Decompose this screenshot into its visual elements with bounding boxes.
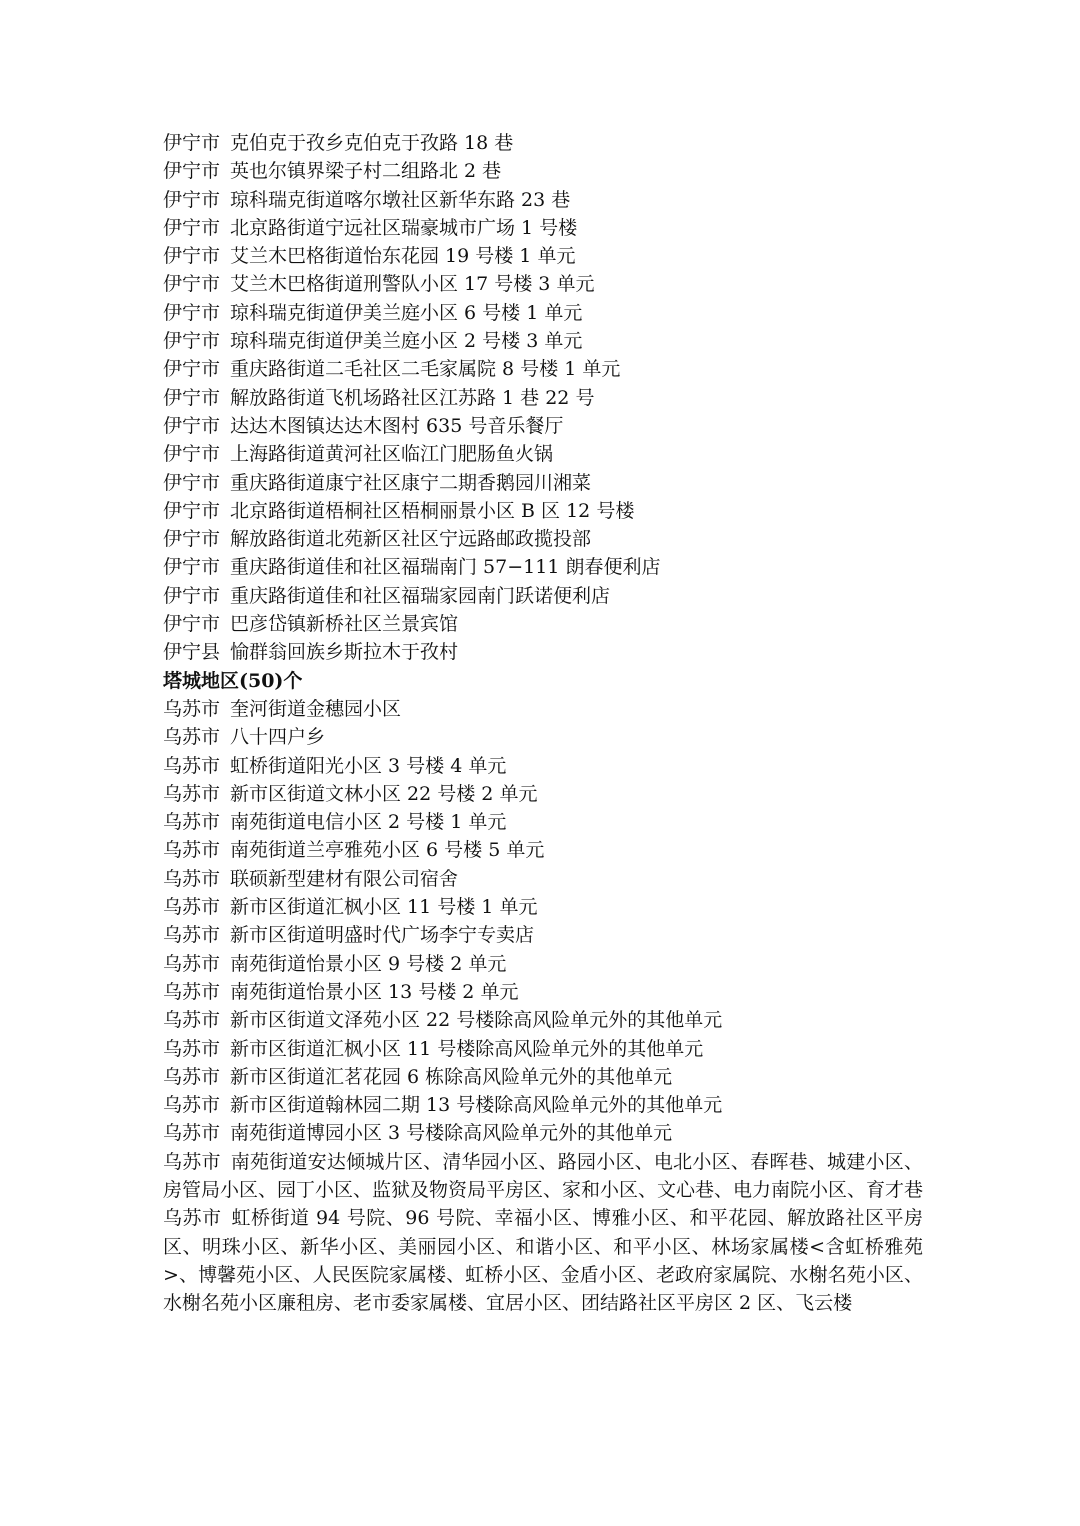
address-text: 南苑街道博园小区 3 号楼除高风险单元外的其他单元 xyxy=(230,1122,673,1145)
address-text: 南苑街道怡景小区 9 号楼 2 单元 xyxy=(230,952,507,975)
address-entry xyxy=(163,780,923,808)
address-text: 新市区街道文泽苑小区 22 号楼除高风险单元外的其他单元 xyxy=(230,1009,723,1032)
city-name: 乌苏市 xyxy=(163,1037,221,1060)
address-text: 重庆路街道二毛社区二毛家属院 8 号楼 1 单元 xyxy=(230,358,621,381)
address-entry xyxy=(163,582,923,610)
address-text: 南苑街道电信小区 2 号楼 1 单元 xyxy=(230,811,507,834)
city-name: 乌苏市 xyxy=(163,1009,221,1032)
document-page xyxy=(163,129,923,1317)
address-text: 新市区街道文林小区 22 号楼 2 单元 xyxy=(230,782,538,805)
city-name: 伊宁市 xyxy=(163,301,221,324)
city-name: 乌苏市 xyxy=(163,896,221,919)
address-entry xyxy=(163,638,923,666)
address-text: 新市区街道汇茗花园 6 栋除高风险单元外的其他单元 xyxy=(230,1065,673,1088)
city-name: 乌苏市 xyxy=(163,1065,221,1088)
address-text: 联硕新型建材有限公司宿舍 xyxy=(230,867,459,890)
address-entry xyxy=(163,355,923,383)
address-entry xyxy=(163,327,923,355)
city-name: 伊宁市 xyxy=(163,216,221,239)
address-text: 南苑街道怡景小区 13 号楼 2 单元 xyxy=(230,980,519,1003)
address-entry xyxy=(163,299,923,327)
address-entry xyxy=(163,752,923,780)
city-name: 伊宁市 xyxy=(163,613,221,636)
city-name: 乌苏市 xyxy=(163,1207,222,1230)
address-text: 新市区街道明盛时代广场李宁专卖店 xyxy=(230,924,535,947)
address-entry xyxy=(163,950,923,978)
address-entry xyxy=(163,129,923,157)
city-name: 伊宁市 xyxy=(163,556,221,579)
address-text: 新市区街道汇枫小区 11 号楼 1 单元 xyxy=(230,896,538,919)
address-entry xyxy=(163,893,923,921)
address-entry xyxy=(163,469,923,497)
city-name: 伊宁市 xyxy=(163,188,221,211)
address-text: 解放路街道北苑新区社区宁远路邮政揽投部 xyxy=(230,528,592,551)
city-name: 伊宁市 xyxy=(163,273,221,296)
address-text: 英也尔镇界梁子村二组路北 2 巷 xyxy=(230,160,502,183)
section-heading-tacheng: 塔城地区(50)个 xyxy=(163,669,303,692)
address-text: 新市区街道汇枫小区 11 号楼除高风险单元外的其他单元 xyxy=(230,1037,704,1060)
address-text: 愉群翁回族乡斯拉木于孜村 xyxy=(230,641,459,664)
address-text: 虹桥街道阳光小区 3 号楼 4 单元 xyxy=(230,754,507,777)
city-name: 乌苏市 xyxy=(163,811,221,834)
city-name: 伊宁县 xyxy=(163,641,221,664)
address-text: 达达木图镇达达木图村 635 号音乐餐厅 xyxy=(230,414,564,437)
address-entry xyxy=(163,978,923,1006)
city-name: 乌苏市 xyxy=(163,726,221,749)
city-name: 伊宁市 xyxy=(163,471,221,494)
city-name: 乌苏市 xyxy=(163,1094,221,1117)
address-text: 重庆路街道佳和社区福瑞南门 57−111 朗春便利店 xyxy=(230,556,661,579)
address-text: 艾兰木巴格街道刑警队小区 17 号楼 3 单元 xyxy=(230,273,595,296)
city-name: 伊宁市 xyxy=(163,358,221,381)
address-entry xyxy=(163,1119,923,1147)
city-name: 乌苏市 xyxy=(163,980,221,1003)
address-entry xyxy=(163,214,923,242)
address-text: 八十四户乡 xyxy=(230,726,326,749)
city-name: 伊宁市 xyxy=(163,160,221,183)
city-name: 伊宁市 xyxy=(163,330,221,353)
address-text: 新市区街道翰林园二期 13 号楼除高风险单元外的其他单元 xyxy=(230,1094,723,1117)
address-entry xyxy=(163,723,923,751)
address-text: 解放路街道飞机场路社区江苏路 1 巷 22 号 xyxy=(230,386,595,409)
address-entry xyxy=(163,384,923,412)
city-name: 乌苏市 xyxy=(163,839,221,862)
address-text: 琼科瑞克街道伊美兰庭小区 2 号楼 3 单元 xyxy=(230,330,583,353)
city-name: 乌苏市 xyxy=(163,867,221,890)
address-text: 北京路街道宁远社区瑞豪城市广场 1 号楼 xyxy=(230,216,578,239)
yining-entry-list xyxy=(163,129,923,667)
address-entry xyxy=(163,186,923,214)
address-text: 虹桥街道 94 号院、96 号院、幸福小区、博雅小区、和平花园、解放路社区平房区、明珠小区、新华小区、美丽园小区、和谐小区、和平小区、林场家属楼<含虹桥雅苑>、博馨苑小区、人民医院家属楼、虹桥小区、金盾小区、老政府家属院、水榭名苑小区、水榭名苑小区廉租房、老市委家属楼、宜居小区、团结路社区平房区 2 区、飞云楼 xyxy=(163,1207,923,1315)
address-entry xyxy=(163,497,923,525)
city-name: 乌苏市 xyxy=(163,952,221,975)
wusu-entry-list xyxy=(163,695,923,1148)
address-text: 南苑街道兰亭雅苑小区 6 号楼 5 单元 xyxy=(230,839,545,862)
city-name: 伊宁市 xyxy=(163,443,221,466)
city-name: 伊宁市 xyxy=(163,132,221,154)
address-entry xyxy=(163,242,923,270)
city-name: 乌苏市 xyxy=(163,1150,221,1173)
address-entry xyxy=(163,1006,923,1034)
city-name: 伊宁市 xyxy=(163,245,221,268)
city-name: 伊宁市 xyxy=(163,584,221,607)
address-text: 巴彦岱镇新桥社区兰景宾馆 xyxy=(230,613,459,636)
address-text: 南苑街道安达倾城片区、清华园小区、路园小区、电北小区、春晖巷、城建小区、房管局小区、园丁小区、监狱及物资局平房区、家和小区、文心巷、电力南院小区、育才巷 xyxy=(163,1150,924,1201)
address-text: 重庆路街道佳和社区福瑞家园南门跃诺便利店 xyxy=(230,584,611,607)
city-name: 乌苏市 xyxy=(163,697,221,720)
city-name: 乌苏市 xyxy=(163,924,221,947)
city-name: 乌苏市 xyxy=(163,1122,221,1145)
address-entry xyxy=(163,808,923,836)
address-text: 上海路街道黄河社区临江门肥肠鱼火锅 xyxy=(230,443,554,466)
wusu-long-entry-list xyxy=(163,1148,923,1318)
address-entry xyxy=(163,836,923,864)
address-entry xyxy=(163,1204,923,1317)
address-entry xyxy=(163,525,923,553)
address-text: 琼科瑞克街道伊美兰庭小区 6 号楼 1 单元 xyxy=(230,301,583,324)
address-text: 琼科瑞克街道喀尔墩社区新华东路 23 巷 xyxy=(230,188,571,211)
address-entry xyxy=(163,553,923,581)
address-text: 奎河街道金穗园小区 xyxy=(230,697,402,720)
address-entry xyxy=(163,1148,923,1205)
address-entry xyxy=(163,1091,923,1119)
city-name: 乌苏市 xyxy=(163,782,221,805)
address-entry xyxy=(163,440,923,468)
city-name: 伊宁市 xyxy=(163,386,221,409)
address-entry xyxy=(163,270,923,298)
city-name: 伊宁市 xyxy=(163,414,221,437)
address-entry xyxy=(163,1063,923,1091)
address-text: 艾兰木巴格街道怡东花园 19 号楼 1 单元 xyxy=(230,245,576,268)
address-entry xyxy=(163,1035,923,1063)
address-entry xyxy=(163,865,923,893)
city-name: 伊宁市 xyxy=(163,499,221,522)
city-name: 伊宁市 xyxy=(163,528,221,551)
address-entry xyxy=(163,921,923,949)
address-entry xyxy=(163,157,923,185)
address-entry xyxy=(163,412,923,440)
address-text: 重庆路街道康宁社区康宁二期香鹅园川湘菜 xyxy=(230,471,592,494)
address-entry xyxy=(163,695,923,723)
city-name: 乌苏市 xyxy=(163,754,221,777)
address-text: 克伯克于孜乡克伯克于孜路 18 巷 xyxy=(230,132,514,154)
address-entry xyxy=(163,610,923,638)
address-text: 北京路街道梧桐社区梧桐丽景小区 B 区 12 号楼 xyxy=(230,499,635,522)
